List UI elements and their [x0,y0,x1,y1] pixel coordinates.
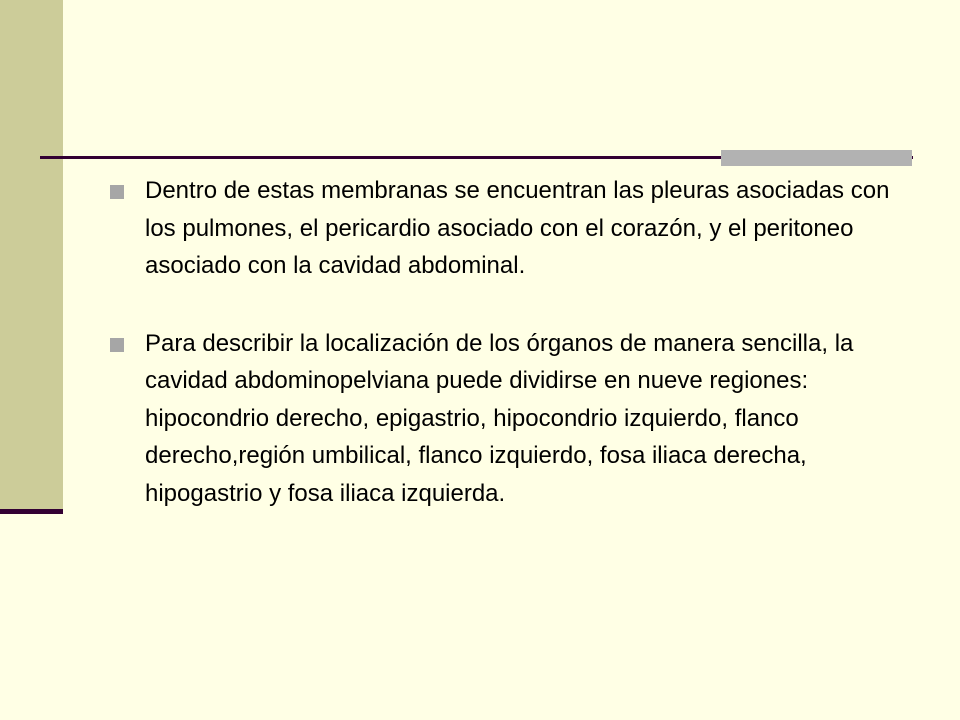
bullet-text: Dentro de estas membranas se encuentran las pleuras asociadas con los pulmones, el pericardio asociado con el corazón, y el peritoneo asociado con la cavidad abdominal. [145,177,890,279]
square-bullet-icon [110,338,124,352]
left-decorative-band [0,0,63,512]
slide-body [108,172,908,552]
left-accent-bar [0,509,63,514]
divider-accent-block [721,150,912,166]
bullet-text: Para describir la localización de los órganos de manera sencilla, la cavidad abdominopelviana puede dividirse en nueve regiones: hipocondrio derecho, epigastrio, hipocondrio izquierdo, flanco derecho,región umbilical, flanco izquierdo, fosa iliaca derecha, hipogastrio y fosa iliaca izquierda. [145,329,854,507]
square-bullet-icon [110,185,124,199]
bullet-item-regions [108,325,908,513]
bullet-item-membranes [108,172,908,285]
